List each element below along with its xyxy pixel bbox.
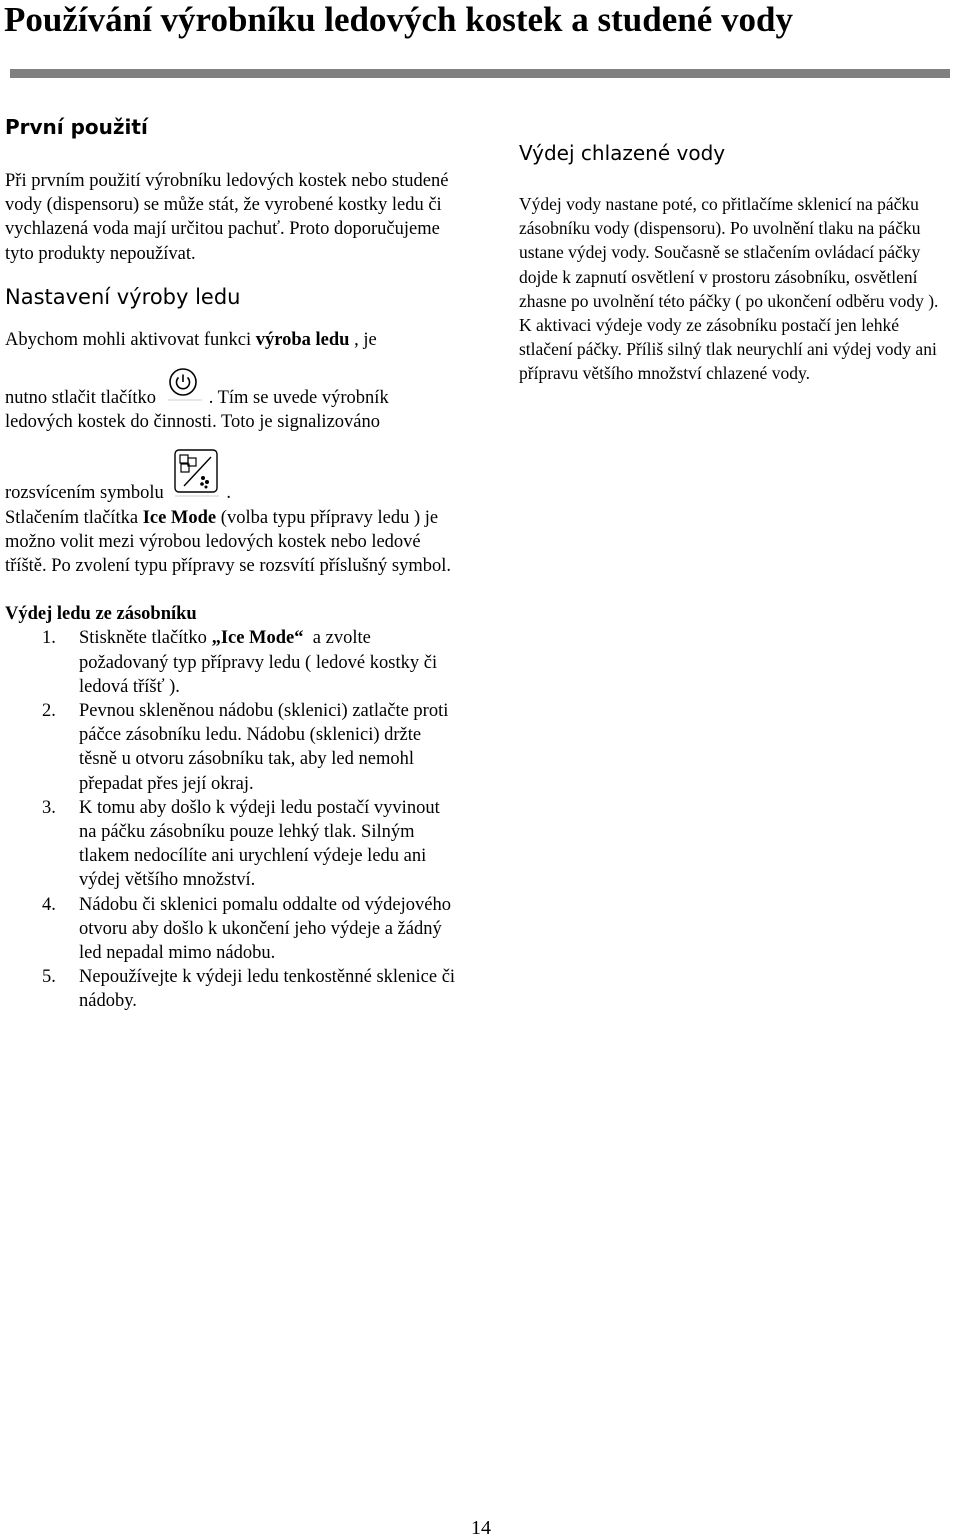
title-rule bbox=[10, 69, 950, 78]
ice-mode-text bbox=[5, 506, 460, 579]
first-use-heading: První použití bbox=[5, 115, 148, 139]
step-number: 4. bbox=[42, 894, 56, 915]
ice-setting-line1-pre: Abychom mohli aktivovat funkci bbox=[5, 329, 256, 350]
cold-water-text: Výdej vody nastane poté, co přitlačíme sklenicí na páčku zásobníku vody (dispensoru). Po uvolnění tlaku na páčku ustane výdej vody. Současně se stlačením ovládací páčky dojde k zapnutí osvětlení v prostoru zásobníku, osvětlení zhasne po uvolnění této páčky ( po ukončení odběru vody ). bbox=[519, 194, 939, 311]
ice-dispense-steps bbox=[5, 626, 460, 1013]
ice-mode-symbol-icon bbox=[172, 448, 222, 505]
right-column bbox=[519, 138, 955, 386]
step-item bbox=[5, 626, 460, 699]
step-number: 5. bbox=[42, 967, 56, 988]
step-text: Pevnou skleněnou nádobu (sklenici) zatlačte proti páčce zásobníku ledu. Nádobu (sklenici) držte těsně u otvoru zásobníku tak, aby led nemohl přepadat přes její okraj. bbox=[79, 701, 449, 794]
page-number: 14 bbox=[471, 1517, 491, 1539]
step-ice-mode-label: „Ice Mode“ bbox=[211, 628, 304, 649]
ice-setting-line1-post: , je bbox=[349, 329, 377, 350]
ice-dispense-heading: Výdej ledu ze zásobníku bbox=[5, 604, 197, 625]
ice-mode-label: Ice Mode bbox=[142, 507, 217, 528]
ice-setting-line1 bbox=[5, 328, 460, 352]
ice-production-label: výroba ledu bbox=[255, 329, 350, 350]
ice-setting-line4 bbox=[5, 448, 460, 505]
step-item bbox=[5, 893, 460, 966]
step-number: 1. bbox=[42, 628, 56, 649]
power-button-icon bbox=[165, 367, 205, 410]
ice-setting-line2 bbox=[5, 367, 460, 410]
ice-mode-text-pre: Stlačením tlačítka bbox=[5, 507, 143, 528]
cold-water-heading: Výdej chlazené vody bbox=[519, 141, 726, 165]
page-title: Používání výrobníku ledových kostek a studené vody bbox=[4, 0, 793, 39]
cold-water-text-2: K aktivaci výdeje vody ze zásobníku postačí jen lehké stlačení páčky. Příliš silný tlak neurychlí ani výdej vody ani přípravu většího množství chlazené vody. bbox=[519, 315, 937, 384]
step-text-pre: Stiskněte tlačítko bbox=[79, 628, 212, 649]
ice-setting-heading: Nastavení výroby ledu bbox=[5, 284, 241, 309]
ice-setting-line2-post: . Tím se uvede výrobník bbox=[208, 388, 389, 409]
step-text: Nepoužívejte k výdeji ledu tenkostěnné sklenice či nádoby. bbox=[79, 967, 456, 1012]
first-use-text: Při prvním použití výrobníku ledových kostek nebo studené vody (dispensoru) se může stát, že vyrobené kostky ledu či vychlazená voda mají určitou pachuť. Proto doporučujeme tyto produkty nepoužívat. bbox=[5, 171, 449, 264]
ice-setting-line3: ledových kostek do činnosti. Toto je signalizováno bbox=[5, 412, 380, 433]
step-number: 2. bbox=[42, 701, 56, 722]
left-column bbox=[5, 112, 460, 1014]
ice-setting-line2-pre: nutno stlačit tlačítko bbox=[5, 388, 157, 409]
ice-setting-line4-post: . bbox=[226, 483, 232, 504]
step-item bbox=[5, 699, 460, 796]
ice-mode-text-post: (volba typu přípravy ledu ) je možno volit mezi výrobou ledových kostek nebo ledové tříště. Po zvolení typu přípravy se rozsvítí příslušný symbol. bbox=[5, 507, 452, 577]
step-item bbox=[5, 965, 460, 1013]
step-text-post: a zvolte požadovaný typ přípravy ledu ( ledové kostky či ledová tříšť ). bbox=[79, 628, 442, 697]
step-text: K tomu aby došlo k výdeji ledu postačí vyvinout na páčku zásobníku pouze lehký tlak. Silným tlakem nedocílíte ani urychlení výdeje ledu ani výdej většího množství. bbox=[79, 797, 440, 891]
step-number: 3. bbox=[42, 797, 56, 818]
step-item bbox=[5, 796, 460, 893]
ice-setting-line4-pre: rozsvícením symbolu bbox=[5, 483, 164, 504]
step-text: Nádobu či sklenici pomalu oddalte od výdejového otvoru aby došlo k ukončení jeho výdeje a žádný led nepadal mimo nádobu. bbox=[79, 894, 451, 964]
